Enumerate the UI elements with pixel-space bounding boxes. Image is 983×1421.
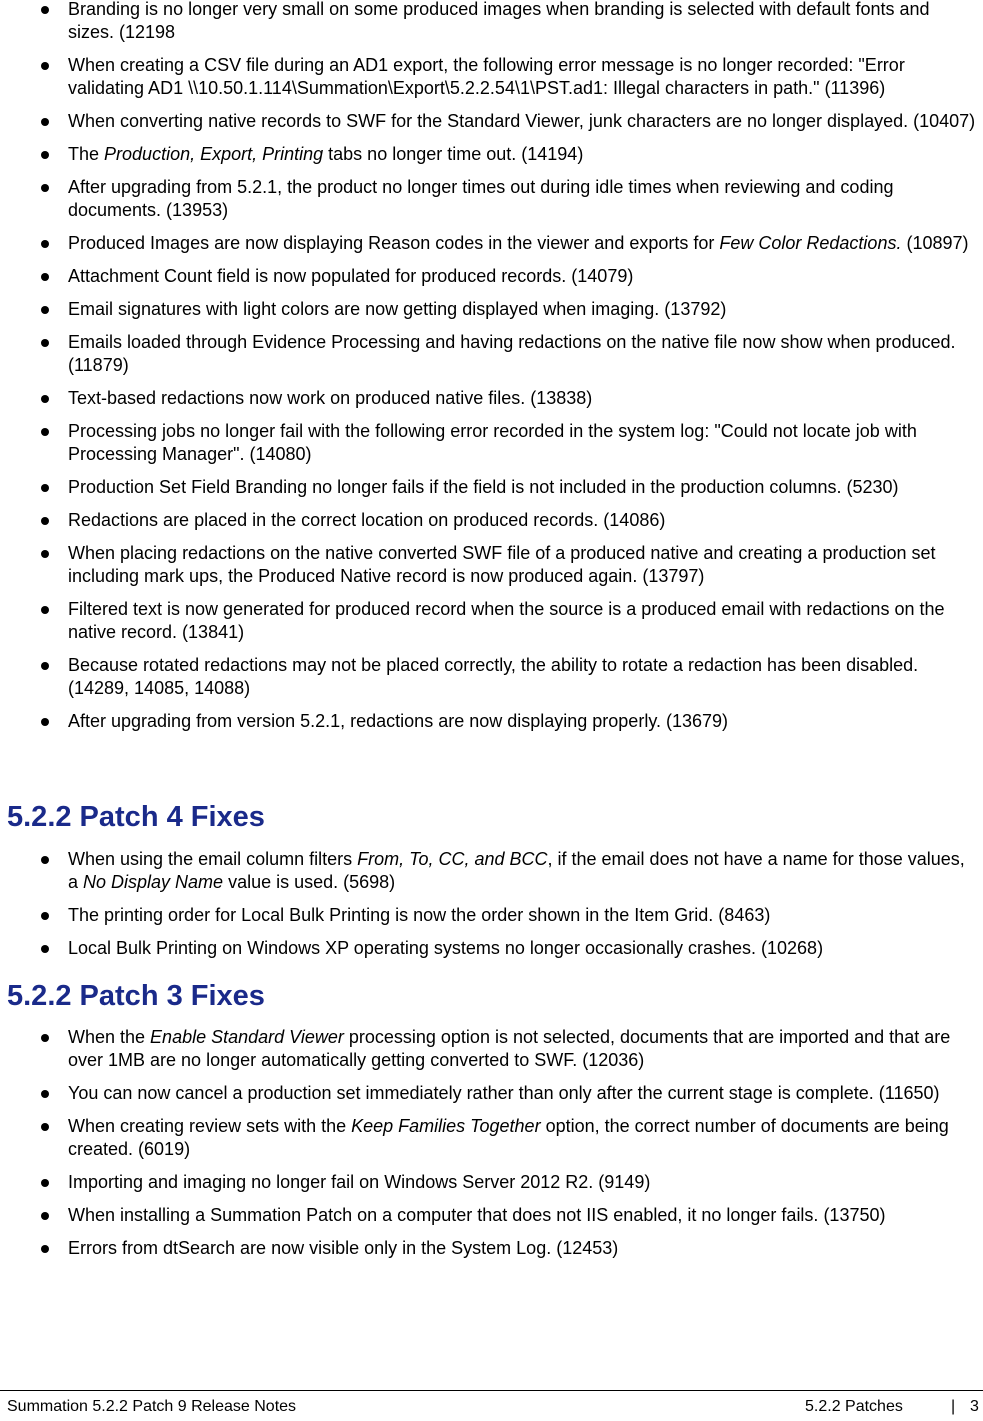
item-text: When converting native records to SWF for the Standard Viewer, junk characters are no longer displayed. (10407) [68, 111, 976, 131]
item-text: Local Bulk Printing on Windows XP operating systems no longer occasionally crashes. (10268) [68, 938, 824, 958]
item-text: When placing redactions on the native converted SWF file of a produced native and creating a production set including mark ups, the Produced Native record is now produced again. (13797) [68, 543, 936, 586]
patch4-fixes [0, 848, 983, 970]
emphasized-text: From, To, CC, and BCC [357, 849, 548, 869]
bullet-icon [41, 240, 49, 248]
bullet-icon [41, 718, 49, 726]
bullet-icon [41, 517, 49, 525]
list-item [0, 265, 983, 288]
bullet-icon [41, 184, 49, 192]
item-text: The [68, 144, 105, 164]
bullet-icon [41, 1123, 49, 1131]
list-item [0, 143, 983, 166]
bullet-icon [41, 395, 49, 403]
emphasized-text: Keep Families Together [351, 1116, 541, 1136]
bullet-icon [41, 6, 49, 14]
item-text: value is used. (5698) [223, 872, 396, 892]
emphasized-text: No Display Name [83, 872, 224, 892]
item-text: When the [68, 1027, 151, 1047]
bullet-list [0, 848, 983, 960]
list-item [0, 331, 983, 377]
list-item [0, 54, 983, 100]
bullet-icon [41, 606, 49, 614]
item-text: The printing order for Local Bulk Printing is now the order shown in the Item Grid. (8463) [68, 905, 771, 925]
item-text: After upgrading from 5.2.1, the product no longer times out during idle times when reviewing and coding documents. (13953) [68, 177, 894, 220]
list-item [0, 110, 983, 133]
emphasized-text: Enable Standard Viewer [150, 1027, 344, 1047]
bullet-icon [41, 62, 49, 70]
emphasized-text: Production, Export, Printing [104, 144, 324, 164]
item-text: (10897) [901, 233, 969, 253]
list-item [0, 1171, 983, 1194]
list-item [0, 298, 983, 321]
item-text: tabs no longer time out. (14194) [323, 144, 584, 164]
list-item [0, 848, 983, 894]
item-text: , if the email does not have a name for those values, a [68, 849, 965, 892]
item-text: When using the email column filters [68, 849, 358, 869]
list-item [0, 1237, 983, 1260]
list-item [0, 1082, 983, 1105]
page-number: 3 [970, 1398, 979, 1415]
item-text: When installing a Summation Patch on a computer that does not IIS enabled, it no longer fails. (13750) [68, 1205, 886, 1225]
bullet-icon [41, 118, 49, 126]
list-item [0, 1204, 983, 1227]
list-item [0, 387, 983, 410]
list-item [0, 0, 983, 44]
item-text: After upgrading from version 5.2.1, redactions are now displaying properly. (13679) [68, 711, 729, 731]
page-footer [0, 1390, 983, 1420]
item-text: option, the correct number of documents are being created. (6019) [68, 1116, 949, 1159]
item-text: Emails loaded through Evidence Processing and having redactions on the native file now show when produced. (11879) [68, 332, 956, 375]
item-text: Email signatures with light colors are now getting displayed when imaging. (13792) [68, 299, 727, 319]
list-item [0, 937, 983, 960]
item-text: When creating review sets with the [68, 1116, 352, 1136]
item-text: Errors from dtSearch are now visible only in the System Log. (12453) [68, 1238, 619, 1258]
list-item [0, 598, 983, 644]
item-text: Importing and imaging no longer fail on Windows Server 2012 R2. (9149) [68, 1172, 651, 1192]
footer-doc-title: Summation 5.2.2 Patch 9 Release Notes [7, 1398, 297, 1415]
list-item [0, 420, 983, 466]
bullet-icon [41, 912, 49, 920]
bullet-icon [41, 1212, 49, 1220]
bullet-icon [41, 1090, 49, 1098]
item-text: Because rotated redactions may not be placed correctly, the ability to rotate a redaction has been disabled. (14289, 14085, 14088) [68, 655, 919, 698]
item-text: When creating a CSV file during an AD1 export, the following error message is no longer recorded: "Error validating AD1 \\10.50.1.114\Summation\Export\5.2.2.54\1\PST.ad1: Illegal characters in path." (11396) [68, 55, 905, 98]
bullet-list [0, 1026, 983, 1260]
footer-separator: | [951, 1398, 956, 1415]
emphasized-text: Few Color Redactions. [719, 233, 902, 253]
bullet-icon [41, 273, 49, 281]
patch3-fixes [0, 1026, 983, 1270]
item-text: Branding is no longer very small on some produced images when branding is selected with default fonts and sizes. (12198 [68, 0, 930, 42]
item-text: processing option is not selected, documents that are imported and that are over 1MB are no longer automatically getting converted to SWF. (12036) [68, 1027, 951, 1070]
item-text: Redactions are placed in the correct location on produced records. (14086) [68, 510, 666, 530]
bullet-icon [41, 151, 49, 159]
list-item [0, 1115, 983, 1161]
bullet-icon [41, 339, 49, 347]
bullet-icon [41, 428, 49, 436]
list-item [0, 176, 983, 222]
item-text: Text-based redactions now work on produced native files. (13838) [68, 388, 593, 408]
list-item [0, 710, 983, 733]
list-item [0, 509, 983, 532]
bullet-icon [41, 1179, 49, 1187]
bullet-icon [41, 1245, 49, 1253]
bullet-icon [41, 1034, 49, 1042]
list-item [0, 542, 983, 588]
bullet-icon [41, 306, 49, 314]
item-text: Processing jobs no longer fail with the following error recorded in the system log: "Could not locate job with Processing Manager". (14080) [68, 421, 917, 464]
list-item [0, 232, 983, 255]
item-text: You can now cancel a production set immediately rather than only after the current stage is complete. (11650) [68, 1083, 940, 1103]
bullet-icon [41, 550, 49, 558]
footer-section: 5.2.2 Patches [805, 1398, 903, 1415]
list-item [0, 904, 983, 927]
list-item [0, 476, 983, 499]
list-item [0, 1026, 983, 1072]
item-text: Attachment Count field is now populated for produced records. (14079) [68, 266, 634, 286]
patch3-heading: 5.2.2 Patch 3 Fixes [7, 980, 265, 1012]
list-item [0, 654, 983, 700]
bullet-icon [41, 856, 49, 864]
item-text: Produced Images are now displaying Reason codes in the viewer and exports for [68, 233, 720, 253]
patch4-heading: 5.2.2 Patch 4 Fixes [7, 801, 265, 833]
item-text: Filtered text is now generated for produced record when the source is a produced email with redactions on the native record. (13841) [68, 599, 945, 642]
bullet-icon [41, 484, 49, 492]
bullet-icon [41, 662, 49, 670]
bullet-icon [41, 945, 49, 953]
item-text: Production Set Field Branding no longer fails if the field is not included in the production columns. (5230) [68, 477, 899, 497]
